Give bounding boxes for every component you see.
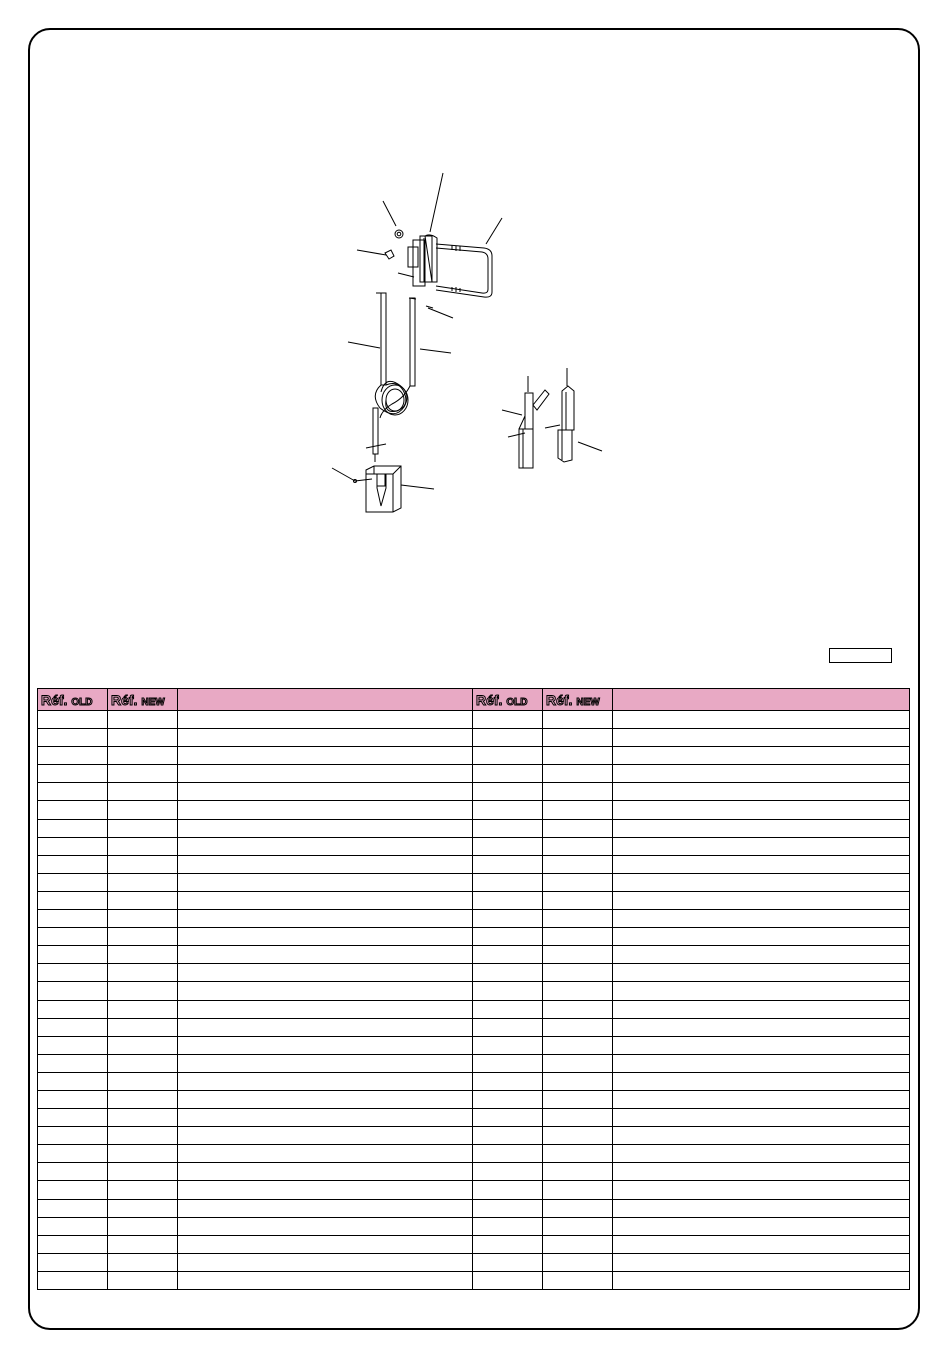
table-cell bbox=[543, 910, 613, 928]
table-cell bbox=[473, 765, 543, 783]
table-cell bbox=[38, 873, 108, 891]
table-cell bbox=[543, 837, 613, 855]
table-cell bbox=[108, 873, 178, 891]
table-cell bbox=[108, 1271, 178, 1289]
header-description-2 bbox=[613, 689, 910, 711]
table-cell bbox=[108, 1217, 178, 1235]
table-row bbox=[38, 729, 910, 747]
table-cell bbox=[108, 783, 178, 801]
table-cell bbox=[613, 1181, 910, 1199]
table-cell bbox=[543, 819, 613, 837]
table-cell bbox=[178, 783, 473, 801]
table-cell bbox=[473, 711, 543, 729]
table-cell bbox=[613, 1090, 910, 1108]
table-cell bbox=[473, 1127, 543, 1145]
side-clip-right bbox=[558, 368, 574, 462]
table-cell bbox=[613, 891, 910, 909]
table-cell bbox=[543, 1271, 613, 1289]
table-cell bbox=[108, 711, 178, 729]
table-cell bbox=[543, 1109, 613, 1127]
table-cell bbox=[543, 1163, 613, 1181]
table-row bbox=[38, 1036, 910, 1054]
table-cell bbox=[473, 1217, 543, 1235]
table-cell bbox=[108, 982, 178, 1000]
table-cell bbox=[178, 1145, 473, 1163]
reference-box bbox=[829, 648, 892, 663]
table-row bbox=[38, 1072, 910, 1090]
table-cell bbox=[38, 1109, 108, 1127]
table-cell bbox=[613, 1127, 910, 1145]
table-cell bbox=[543, 1217, 613, 1235]
table-cell bbox=[108, 1000, 178, 1018]
table-cell bbox=[473, 982, 543, 1000]
table-cell bbox=[178, 910, 473, 928]
table-cell bbox=[543, 747, 613, 765]
table-cell bbox=[108, 801, 178, 819]
table-cell bbox=[178, 1036, 473, 1054]
table-cell bbox=[473, 819, 543, 837]
table-cell bbox=[178, 891, 473, 909]
table-cell bbox=[38, 711, 108, 729]
table-row bbox=[38, 1054, 910, 1072]
table-row bbox=[38, 1181, 910, 1199]
table-row bbox=[38, 783, 910, 801]
table-cell bbox=[543, 1253, 613, 1271]
table-cell bbox=[178, 711, 473, 729]
table-row bbox=[38, 928, 910, 946]
table-cell bbox=[38, 801, 108, 819]
table-cell bbox=[178, 1127, 473, 1145]
table-row bbox=[38, 1145, 910, 1163]
table-cell bbox=[543, 1072, 613, 1090]
table-cell bbox=[473, 891, 543, 909]
table-cell bbox=[38, 1271, 108, 1289]
table-cell bbox=[178, 1253, 473, 1271]
table-cell bbox=[108, 1090, 178, 1108]
table-cell bbox=[178, 1199, 473, 1217]
table-cell bbox=[178, 837, 473, 855]
table-cell bbox=[543, 928, 613, 946]
table-cell bbox=[473, 873, 543, 891]
table-cell bbox=[108, 1181, 178, 1199]
table-cell bbox=[38, 747, 108, 765]
table-cell bbox=[543, 1181, 613, 1199]
table-cell bbox=[108, 910, 178, 928]
table-cell bbox=[543, 729, 613, 747]
table-cell bbox=[613, 837, 910, 855]
table-cell bbox=[613, 1235, 910, 1253]
table-cell bbox=[38, 1054, 108, 1072]
table-cell bbox=[38, 1127, 108, 1145]
table-cell bbox=[613, 1109, 910, 1127]
table-cell bbox=[613, 1163, 910, 1181]
table-cell bbox=[613, 910, 910, 928]
table-row bbox=[38, 801, 910, 819]
table-cell bbox=[613, 928, 910, 946]
table-cell bbox=[108, 1199, 178, 1217]
parts-table bbox=[37, 688, 910, 1290]
table-cell bbox=[178, 1000, 473, 1018]
table-cell bbox=[108, 765, 178, 783]
table-cell bbox=[613, 729, 910, 747]
table-cell bbox=[473, 1036, 543, 1054]
table-cell bbox=[38, 1253, 108, 1271]
table-cell bbox=[108, 729, 178, 747]
table-cell bbox=[613, 747, 910, 765]
table-cell bbox=[178, 1235, 473, 1253]
table-cell bbox=[473, 783, 543, 801]
table-cell bbox=[108, 819, 178, 837]
table-cell bbox=[473, 1163, 543, 1181]
table-cell bbox=[38, 1145, 108, 1163]
table-cell bbox=[178, 1181, 473, 1199]
table-cell bbox=[473, 1199, 543, 1217]
table-cell bbox=[543, 711, 613, 729]
table-cell bbox=[613, 964, 910, 982]
table-cell bbox=[178, 1090, 473, 1108]
table-cell bbox=[473, 729, 543, 747]
table-cell bbox=[543, 1090, 613, 1108]
table-cell bbox=[38, 837, 108, 855]
table-cell bbox=[543, 855, 613, 873]
table-cell bbox=[38, 729, 108, 747]
table-cell bbox=[613, 783, 910, 801]
clamp-assembly bbox=[385, 230, 492, 308]
table-cell bbox=[613, 819, 910, 837]
table-cell bbox=[108, 1036, 178, 1054]
table-cell bbox=[178, 747, 473, 765]
table-row bbox=[38, 1000, 910, 1018]
table-cell bbox=[613, 1054, 910, 1072]
table-cell bbox=[473, 1271, 543, 1289]
table-cell bbox=[473, 1090, 543, 1108]
table-cell bbox=[473, 964, 543, 982]
table-cell bbox=[473, 837, 543, 855]
table-cell bbox=[108, 1145, 178, 1163]
table-cell bbox=[38, 982, 108, 1000]
table-cell bbox=[473, 1072, 543, 1090]
table-cell bbox=[543, 1235, 613, 1253]
table-row bbox=[38, 1199, 910, 1217]
table-cell bbox=[38, 928, 108, 946]
table-cell bbox=[108, 928, 178, 946]
table-cell bbox=[38, 1217, 108, 1235]
table-cell bbox=[473, 1109, 543, 1127]
table-cell bbox=[178, 1163, 473, 1181]
table-cell bbox=[543, 1054, 613, 1072]
table-cell bbox=[178, 801, 473, 819]
table-cell bbox=[108, 1253, 178, 1271]
table-cell bbox=[613, 1271, 910, 1289]
table-row bbox=[38, 910, 910, 928]
table-cell bbox=[613, 946, 910, 964]
table-cell bbox=[38, 1163, 108, 1181]
table-cell bbox=[38, 819, 108, 837]
table-cell bbox=[543, 1127, 613, 1145]
table-cell bbox=[543, 982, 613, 1000]
table-cell bbox=[178, 1054, 473, 1072]
table-cell bbox=[613, 855, 910, 873]
table-cell bbox=[543, 891, 613, 909]
table-cell bbox=[38, 855, 108, 873]
table-cell bbox=[108, 747, 178, 765]
header-ref-old-2: Réf. OLD bbox=[473, 689, 543, 711]
table-cell bbox=[108, 891, 178, 909]
table-cell bbox=[613, 1199, 910, 1217]
table-cell bbox=[108, 855, 178, 873]
header-ref-new-2: Réf. NEW bbox=[543, 689, 613, 711]
table-cell bbox=[108, 1109, 178, 1127]
table-cell bbox=[38, 1018, 108, 1036]
table-cell bbox=[178, 1271, 473, 1289]
table-cell bbox=[543, 1018, 613, 1036]
table-cell bbox=[38, 910, 108, 928]
table-cell bbox=[613, 1018, 910, 1036]
table-cell bbox=[543, 1145, 613, 1163]
table-cell bbox=[178, 1109, 473, 1127]
table-cell bbox=[613, 801, 910, 819]
side-clip-left bbox=[519, 376, 549, 468]
table-cell bbox=[178, 1217, 473, 1235]
table-cell bbox=[613, 765, 910, 783]
table-cell bbox=[178, 765, 473, 783]
table-row bbox=[38, 1271, 910, 1289]
table-cell bbox=[613, 1000, 910, 1018]
table-cell bbox=[108, 1127, 178, 1145]
table-cell bbox=[38, 964, 108, 982]
table-cell bbox=[178, 855, 473, 873]
table-cell bbox=[38, 1090, 108, 1108]
table-row bbox=[38, 819, 910, 837]
table-cell bbox=[178, 928, 473, 946]
table-row bbox=[38, 1090, 910, 1108]
table-cell bbox=[613, 1072, 910, 1090]
table-cell bbox=[38, 1000, 108, 1018]
table-row bbox=[38, 711, 910, 729]
table-cell bbox=[38, 765, 108, 783]
parts-table-body bbox=[38, 711, 910, 1290]
table-row bbox=[38, 837, 910, 855]
header-description bbox=[178, 689, 473, 711]
table-cell bbox=[543, 964, 613, 982]
spring-rods bbox=[373, 293, 415, 462]
table-row bbox=[38, 873, 910, 891]
table-cell bbox=[613, 1253, 910, 1271]
table-cell bbox=[613, 1217, 910, 1235]
table-cell bbox=[473, 1054, 543, 1072]
table-cell bbox=[178, 873, 473, 891]
table-cell bbox=[38, 1181, 108, 1199]
table-cell bbox=[178, 946, 473, 964]
table-cell bbox=[473, 1235, 543, 1253]
table-row bbox=[38, 855, 910, 873]
table-cell bbox=[543, 873, 613, 891]
table-cell bbox=[38, 783, 108, 801]
table-row bbox=[38, 1217, 910, 1235]
table-row bbox=[38, 1018, 910, 1036]
table-cell bbox=[613, 1036, 910, 1054]
table-cell bbox=[108, 1054, 178, 1072]
table-row bbox=[38, 1127, 910, 1145]
table-cell bbox=[543, 946, 613, 964]
table-cell bbox=[473, 1018, 543, 1036]
header-ref-old: Réf. OLD bbox=[38, 689, 108, 711]
table-cell bbox=[543, 1000, 613, 1018]
table-cell bbox=[108, 1072, 178, 1090]
table-cell bbox=[178, 1072, 473, 1090]
table-cell bbox=[613, 1145, 910, 1163]
table-cell bbox=[178, 964, 473, 982]
table-row bbox=[38, 747, 910, 765]
table-cell bbox=[178, 1018, 473, 1036]
table-cell bbox=[473, 910, 543, 928]
table-row bbox=[38, 891, 910, 909]
bottom-clamp bbox=[354, 466, 402, 512]
table-row bbox=[38, 964, 910, 982]
table-cell bbox=[178, 819, 473, 837]
table-cell bbox=[38, 1072, 108, 1090]
table-cell bbox=[38, 1235, 108, 1253]
header-ref-new: Réf. NEW bbox=[108, 689, 178, 711]
table-cell bbox=[543, 765, 613, 783]
table-header-row bbox=[38, 689, 910, 711]
table-cell bbox=[473, 1000, 543, 1018]
table-cell bbox=[38, 891, 108, 909]
table-cell bbox=[473, 928, 543, 946]
table-cell bbox=[543, 783, 613, 801]
table-cell bbox=[543, 1199, 613, 1217]
table-cell bbox=[473, 1253, 543, 1271]
table-cell bbox=[613, 873, 910, 891]
table-cell bbox=[38, 1036, 108, 1054]
table-cell bbox=[108, 837, 178, 855]
table-row bbox=[38, 1163, 910, 1181]
table-cell bbox=[473, 946, 543, 964]
table-cell bbox=[108, 1163, 178, 1181]
table-row bbox=[38, 1109, 910, 1127]
table-cell bbox=[473, 1145, 543, 1163]
table-cell bbox=[473, 855, 543, 873]
table-cell bbox=[178, 729, 473, 747]
table-cell bbox=[38, 1199, 108, 1217]
table-row bbox=[38, 1253, 910, 1271]
table-cell bbox=[108, 1018, 178, 1036]
table-cell bbox=[108, 1235, 178, 1253]
table-cell bbox=[613, 711, 910, 729]
table-cell bbox=[473, 747, 543, 765]
table-cell bbox=[473, 801, 543, 819]
table-row bbox=[38, 982, 910, 1000]
table-cell bbox=[38, 946, 108, 964]
table-cell bbox=[613, 982, 910, 1000]
table-cell bbox=[178, 982, 473, 1000]
table-cell bbox=[543, 1036, 613, 1054]
table-cell bbox=[543, 801, 613, 819]
table-cell bbox=[108, 946, 178, 964]
table-row bbox=[38, 765, 910, 783]
table-row bbox=[38, 1235, 910, 1253]
table-row bbox=[38, 946, 910, 964]
table-cell bbox=[473, 1181, 543, 1199]
exploded-parts-diagram bbox=[0, 0, 950, 640]
table-cell bbox=[108, 964, 178, 982]
